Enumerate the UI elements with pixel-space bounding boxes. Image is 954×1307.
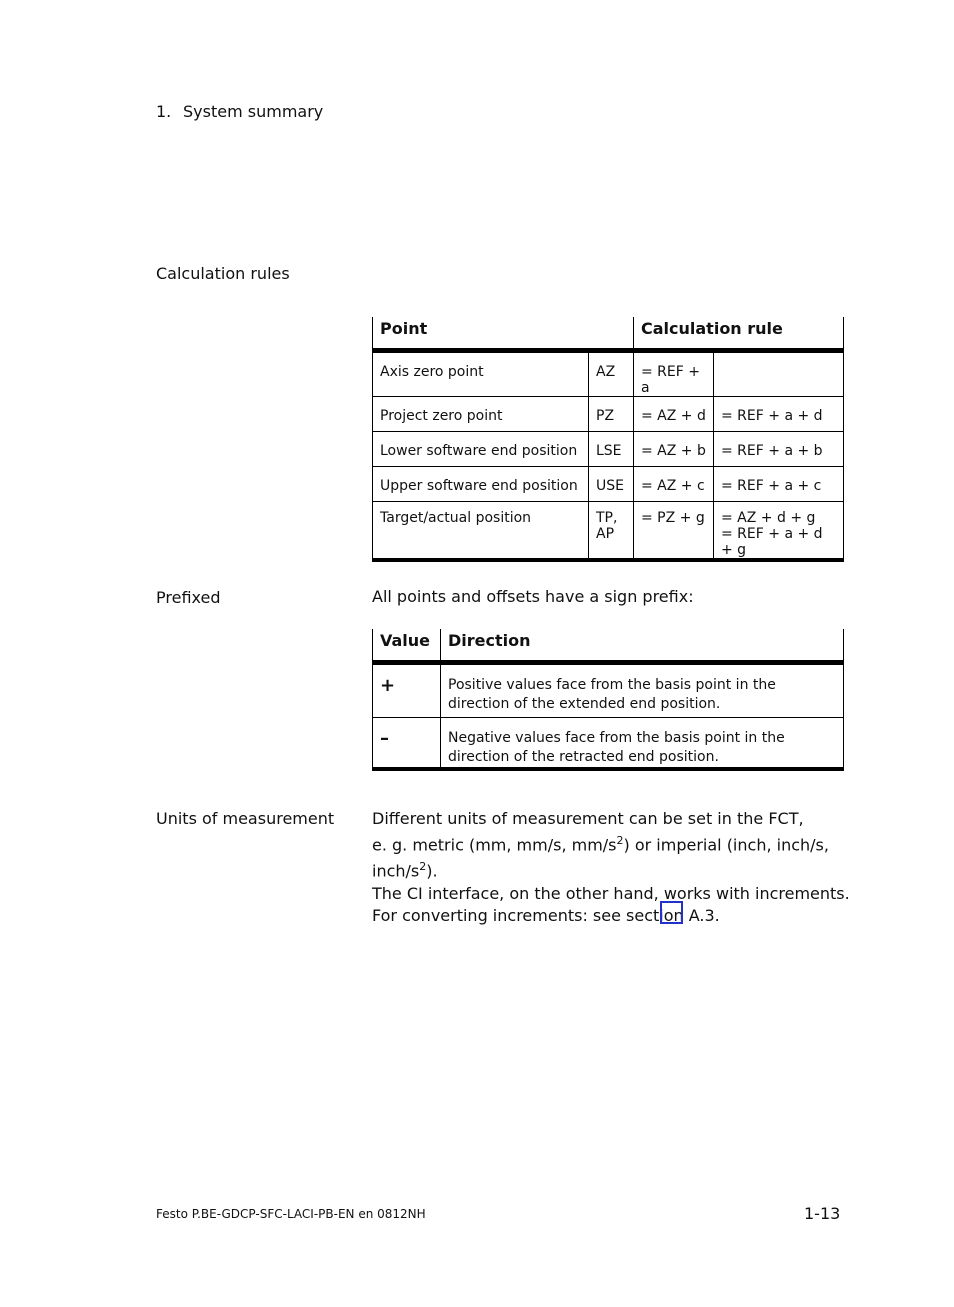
units-text: ) or imperial (inch, inch/s, bbox=[623, 835, 829, 855]
section-link-highlight[interactable] bbox=[660, 901, 683, 924]
superscript: 2 bbox=[616, 834, 624, 847]
table-header-row bbox=[373, 317, 844, 351]
point-name: Axis zero point bbox=[373, 351, 589, 397]
rule-line: = AZ + d + g bbox=[721, 510, 816, 526]
table-row bbox=[373, 467, 844, 502]
sign-prefix-table bbox=[372, 629, 844, 771]
table-row bbox=[373, 502, 844, 561]
chapter-header bbox=[156, 102, 323, 121]
header-point: Point bbox=[373, 317, 634, 351]
units-line: Different units of measurement can be set in the FCT, bbox=[372, 809, 804, 828]
superscript: 2 bbox=[419, 860, 427, 874]
rule-relative: = AZ + b bbox=[634, 432, 714, 467]
table-header-row bbox=[373, 629, 844, 663]
table-row bbox=[373, 351, 844, 397]
prefixed-label: Prefixed bbox=[156, 588, 221, 607]
rule-absolute: = REF + a + c bbox=[714, 467, 844, 502]
point-name: Lower software end position bbox=[373, 432, 589, 467]
units-line bbox=[372, 830, 850, 856]
table-row bbox=[373, 663, 844, 718]
rule-relative: = PZ + g bbox=[634, 502, 714, 561]
prefixed-intro: All points and offsets have a sign prefix: bbox=[372, 587, 694, 606]
point-abbr bbox=[589, 502, 634, 561]
sign-description: Negative values face from the basis point in the direction of the retracted end position. bbox=[441, 718, 844, 770]
header-calculation-rule: Calculation rule bbox=[634, 317, 844, 351]
footer-document-id: Festo P.BE-GDCP-SFC-LACI-PB-EN en 0812NH bbox=[156, 1207, 426, 1221]
chapter-number: 1. bbox=[156, 102, 172, 121]
point-abbr: USE bbox=[589, 467, 634, 502]
sign-description: Positive values face from the basis point in the direction of the extended end position. bbox=[441, 663, 844, 718]
calculation-rules-label: Calculation rules bbox=[156, 264, 290, 283]
point-name: Upper software end position bbox=[373, 467, 589, 502]
rule-absolute bbox=[714, 351, 844, 397]
point-name: Target/actual position bbox=[373, 502, 589, 561]
table-row bbox=[373, 397, 844, 432]
units-line: For converting increments: see section A.3. bbox=[372, 905, 720, 925]
point-abbr: AZ bbox=[589, 351, 634, 397]
rule-absolute: = REF + a + d bbox=[714, 397, 844, 432]
point-name: Project zero point bbox=[373, 397, 589, 432]
rule-line: = REF + a + d + g bbox=[721, 526, 823, 558]
rule-relative: = AZ + c bbox=[634, 467, 714, 502]
table-row bbox=[373, 432, 844, 467]
units-paragraph bbox=[372, 808, 850, 927]
units-line: The CI interface, on the other hand, works with increments. bbox=[372, 883, 850, 903]
calculation-rules-table bbox=[372, 317, 844, 562]
point-abbr: PZ bbox=[589, 397, 634, 432]
units-text: e. g. metric (mm, mm/s, mm/s bbox=[372, 835, 617, 855]
sign-value: – bbox=[373, 718, 441, 770]
units-label: Units of measurement bbox=[156, 809, 335, 828]
rule-relative: = REF + a bbox=[634, 351, 714, 397]
point-abbr: LSE bbox=[589, 432, 634, 467]
table-row bbox=[373, 718, 844, 770]
page-number: 1-13 bbox=[804, 1204, 841, 1223]
point-abbr-line: AP bbox=[596, 526, 615, 542]
units-text: inch/s bbox=[372, 861, 420, 881]
units-text: ). bbox=[426, 861, 438, 881]
rule-relative: = AZ + d bbox=[634, 397, 714, 432]
rule-absolute bbox=[714, 502, 844, 561]
rule-absolute: = REF + a + b bbox=[714, 432, 844, 467]
chapter-title: System summary bbox=[183, 102, 324, 121]
header-value: Value bbox=[373, 629, 441, 663]
sign-value: + bbox=[373, 663, 441, 718]
point-abbr-line: TP, bbox=[596, 510, 618, 526]
units-line bbox=[372, 856, 850, 882]
header-direction: Direction bbox=[441, 629, 844, 663]
